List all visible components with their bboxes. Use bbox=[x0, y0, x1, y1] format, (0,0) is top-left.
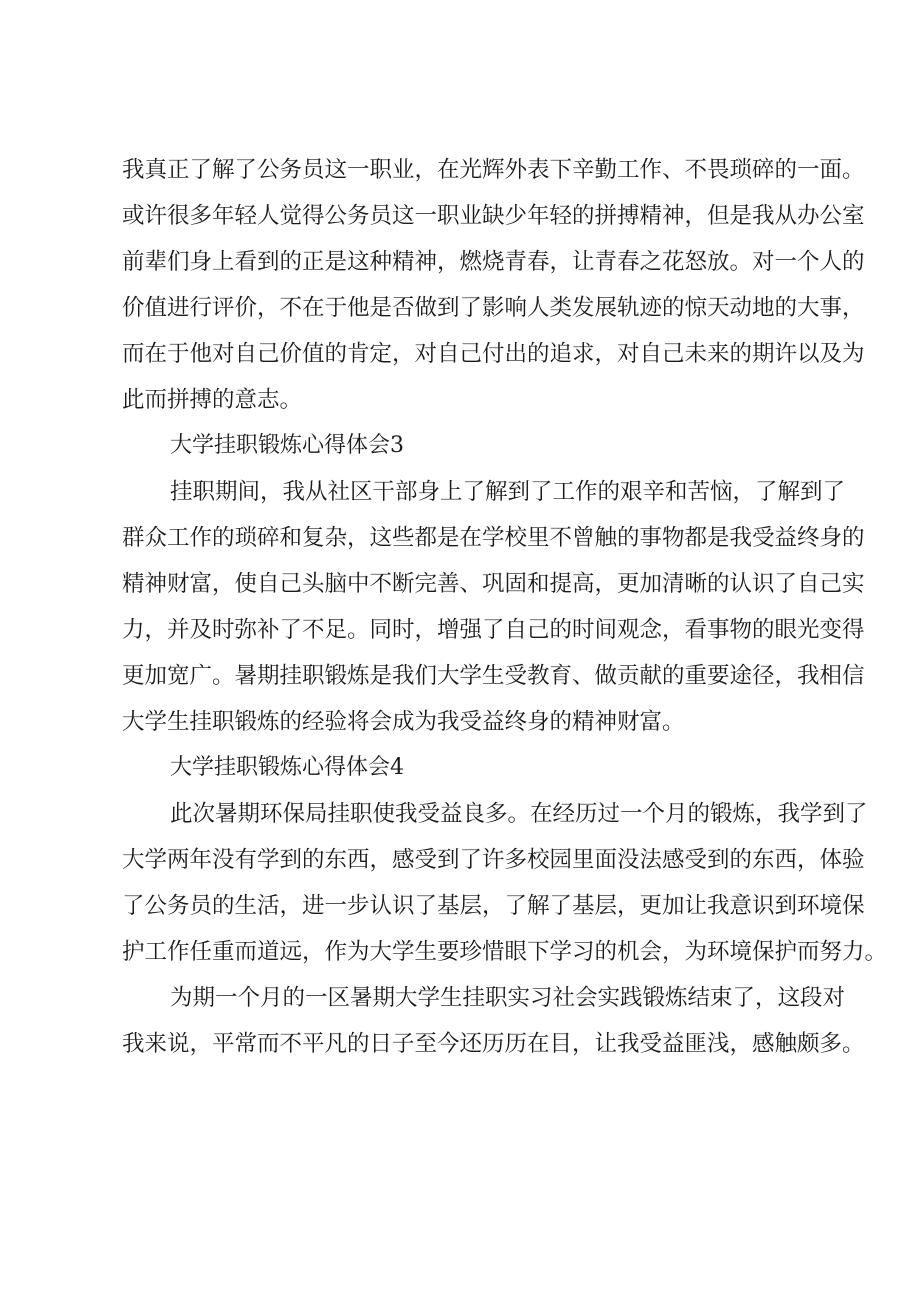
text-line: 挂职期间，我从社区干部身上了解到了工作的艰辛和苦恼，了解到了 bbox=[170, 479, 846, 505]
text-line: 大学两年没有学到的东西，感受到了许多校园里面没法感受到的东西，体验 bbox=[122, 847, 865, 873]
text-line: 而在于他对自己价值的肯定，对自己付出的追求，对自己未来的期许以及为 bbox=[122, 341, 865, 367]
text-line: 了公务员的生活，进一步认识了基层，了解了基层，更加让我意识到环境保 bbox=[122, 893, 865, 919]
text-line: 我真正了解了公务员这一职业，在光辉外表下辛勤工作、不畏琐碎的一面。 bbox=[122, 157, 865, 183]
section-heading-3: 大学挂职锻炼心得体会3 bbox=[170, 433, 404, 458]
text-line: 或许很多年轻人觉得公务员这一职业缺少年轻的拼搏精神，但是我从办公室 bbox=[122, 203, 865, 229]
text-line: 我来说，平常而不平凡的日子至今还历历在目，让我受益匪浅，感触颇多。 bbox=[122, 1031, 865, 1057]
text-line: 此而拼搏的意志。 bbox=[122, 387, 303, 413]
text-line: 价值进行评价，不在于他是否做到了影响人类发展轨迹的惊天动地的大事， bbox=[122, 295, 865, 321]
section-heading-4: 大学挂职锻炼心得体会4 bbox=[170, 755, 404, 780]
text-line: 力，并及时弥补了不足。同时，增强了自己的时间观念，看事物的眼光变得 bbox=[122, 617, 865, 643]
text-line: 此次暑期环保局挂职使我受益良多。在经历过一个月的锻炼，我学到了 bbox=[170, 801, 868, 827]
text-line: 前辈们身上看到的正是这种精神，燃烧青春，让青春之花怒放。对一个人的 bbox=[122, 249, 865, 275]
text-line: 群众工作的琐碎和复杂，这些都是在学校里不曾触的事物都是我受益终身的 bbox=[122, 525, 865, 551]
text-line: 大学生挂职锻炼的经验将会成为我受益终身的精神财富。 bbox=[122, 709, 685, 735]
text-line: 为期一个月的一区暑期大学生挂职实习社会实践锻炼结束了，这段对 bbox=[170, 985, 846, 1011]
text-line: 更加宽广。暑期挂职锻炼是我们大学生受教育、做贡献的重要途径，我相信 bbox=[122, 663, 865, 689]
text-line: 护工作任重而道远，作为大学生要珍惜眼下学习的机会，为环境保护而努力。 bbox=[122, 939, 888, 965]
text-line: 精神财富，使自己头脑中不断完善、巩固和提高，更加清晰的认识了自己实 bbox=[122, 571, 865, 597]
